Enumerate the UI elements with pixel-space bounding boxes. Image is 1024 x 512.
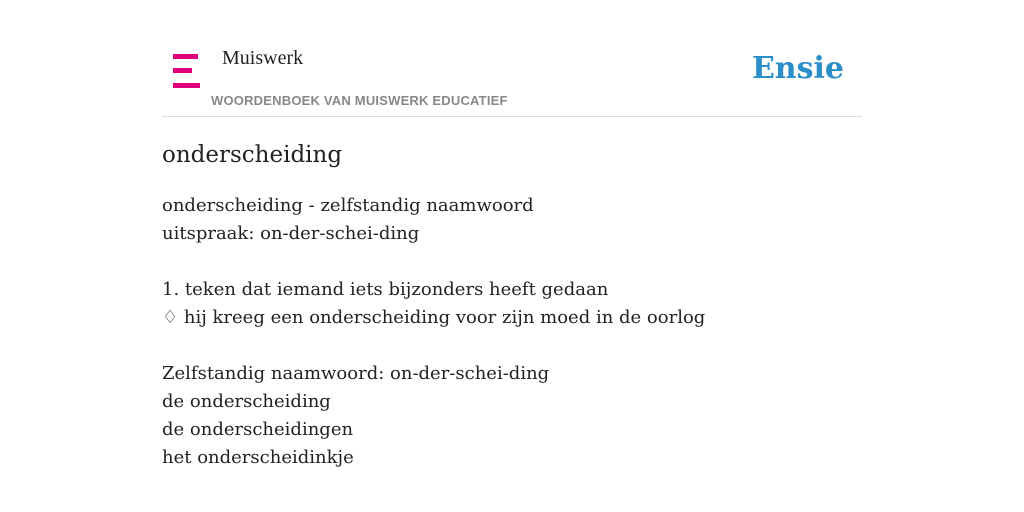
page-title: onderscheiding bbox=[162, 142, 343, 168]
example-sentence: ♢ hij kreeg een onderscheiding voor zijn moed in de oorlog bbox=[162, 307, 706, 328]
inflection-heading: Zelfstandig naamwoord: on-der-schei-ding bbox=[162, 363, 550, 384]
entry-content bbox=[162, 192, 862, 472]
singular-form: de onderscheiding bbox=[162, 391, 331, 412]
spacer bbox=[162, 248, 862, 276]
diminutive-form: het onderscheidinkje bbox=[162, 447, 354, 468]
definition: 1. teken dat iemand iets bijzonders heeft gedaan bbox=[162, 279, 609, 300]
pronunciation: uitspraak: on-der-schei-ding bbox=[162, 223, 420, 244]
part-of-speech: onderscheiding - zelfstandig naamwoord bbox=[162, 195, 534, 216]
site-header bbox=[162, 0, 862, 117]
spacer bbox=[162, 332, 862, 360]
plural-form: de onderscheidingen bbox=[162, 419, 354, 440]
dictionary-tagline: WOORDENBOEK VAN MUISWERK EDUCATIEF bbox=[211, 93, 508, 108]
muiswerk-logo-icon[interactable] bbox=[173, 54, 201, 88]
ensie-logo[interactable]: Ensie bbox=[751, 51, 844, 86]
brand-name[interactable]: Muiswerk bbox=[222, 47, 304, 69]
